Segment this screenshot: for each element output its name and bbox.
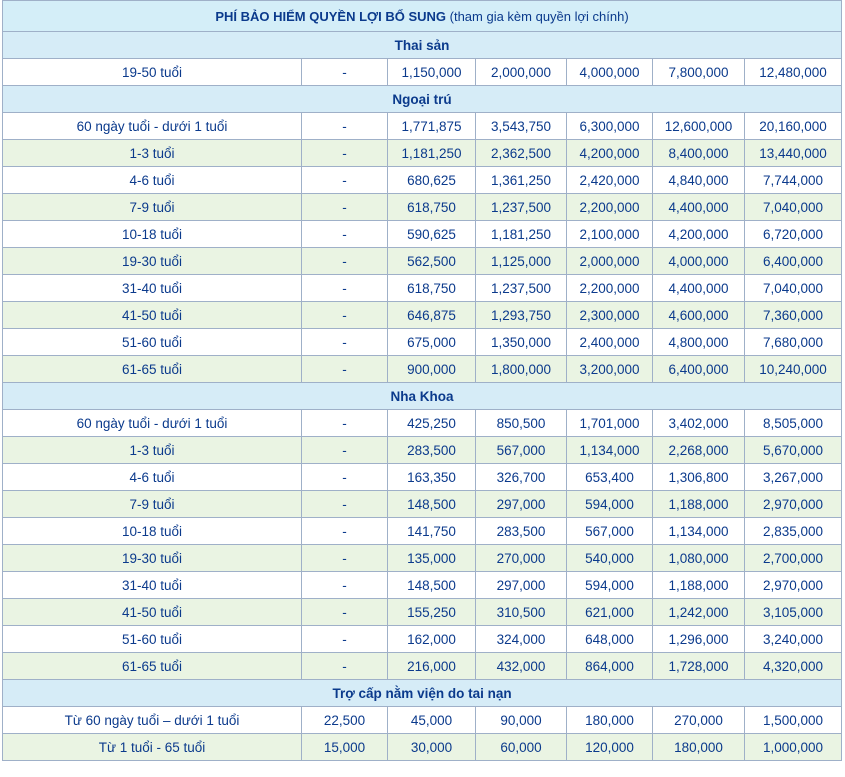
- premium-value-cell: -: [302, 248, 388, 275]
- premium-value-cell: 567,000: [567, 518, 653, 545]
- premium-value-cell: 135,000: [388, 545, 476, 572]
- premium-value-cell: -: [302, 518, 388, 545]
- premium-value-cell: 7,040,000: [745, 275, 842, 302]
- section-header-row: [3, 86, 842, 113]
- age-group-cell: 61-65 tuổi: [3, 653, 302, 680]
- table-row: [3, 167, 842, 194]
- table-row: [3, 464, 842, 491]
- premium-value-cell: 1,771,875: [388, 113, 476, 140]
- premium-value-cell: 4,200,000: [653, 221, 745, 248]
- fee-table-body: [3, 1, 842, 761]
- table-row: [3, 140, 842, 167]
- section-header-row: [3, 32, 842, 59]
- age-group-cell: 31-40 tuổi: [3, 572, 302, 599]
- premium-value-cell: 3,240,000: [745, 626, 842, 653]
- age-group-cell: Từ 60 ngày tuổi – dưới 1 tuổi: [3, 707, 302, 734]
- premium-value-cell: 2,100,000: [567, 221, 653, 248]
- premium-value-cell: 594,000: [567, 491, 653, 518]
- section-header-row: [3, 383, 842, 410]
- premium-value-cell: 1,361,250: [476, 167, 567, 194]
- premium-value-cell: 7,800,000: [653, 59, 745, 86]
- premium-value-cell: -: [302, 167, 388, 194]
- premium-value-cell: 4,000,000: [567, 59, 653, 86]
- premium-value-cell: 8,400,000: [653, 140, 745, 167]
- table-row: [3, 707, 842, 734]
- table-row: [3, 626, 842, 653]
- premium-value-cell: 30,000: [388, 734, 476, 761]
- premium-value-cell: 283,500: [388, 437, 476, 464]
- premium-value-cell: 120,000: [567, 734, 653, 761]
- premium-value-cell: 2,268,000: [653, 437, 745, 464]
- premium-value-cell: 2,300,000: [567, 302, 653, 329]
- premium-value-cell: 1,188,000: [653, 491, 745, 518]
- premium-value-cell: 590,625: [388, 221, 476, 248]
- premium-value-cell: 540,000: [567, 545, 653, 572]
- premium-value-cell: -: [302, 140, 388, 167]
- section-title: Nha Khoa: [3, 383, 842, 410]
- table-row: [3, 329, 842, 356]
- premium-value-cell: 3,267,000: [745, 464, 842, 491]
- premium-value-cell: 12,480,000: [745, 59, 842, 86]
- table-title: [3, 1, 842, 32]
- premium-value-cell: 326,700: [476, 464, 567, 491]
- supplementary-benefit-fee-table: [2, 0, 842, 761]
- table-row: [3, 356, 842, 383]
- premium-value-cell: 1,000,000: [745, 734, 842, 761]
- section-header-row: [3, 680, 842, 707]
- premium-value-cell: 20,160,000: [745, 113, 842, 140]
- premium-value-cell: -: [302, 653, 388, 680]
- table-row: [3, 194, 842, 221]
- premium-value-cell: 2,970,000: [745, 491, 842, 518]
- premium-value-cell: 653,400: [567, 464, 653, 491]
- premium-value-cell: -: [302, 626, 388, 653]
- premium-value-cell: 1,237,500: [476, 194, 567, 221]
- premium-value-cell: 216,000: [388, 653, 476, 680]
- age-group-cell: 60 ngày tuổi - dưới 1 tuổi: [3, 410, 302, 437]
- premium-value-cell: 2,970,000: [745, 572, 842, 599]
- table-row: [3, 518, 842, 545]
- age-group-cell: 31-40 tuổi: [3, 275, 302, 302]
- premium-value-cell: 2,400,000: [567, 329, 653, 356]
- table-row: [3, 734, 842, 761]
- premium-value-cell: 2,200,000: [567, 194, 653, 221]
- premium-value-cell: -: [302, 572, 388, 599]
- premium-value-cell: 1,293,750: [476, 302, 567, 329]
- premium-value-cell: 7,040,000: [745, 194, 842, 221]
- table-title-note: (tham gia kèm quyền lợi chính): [446, 8, 629, 24]
- premium-value-cell: 648,000: [567, 626, 653, 653]
- premium-value-cell: 1,080,000: [653, 545, 745, 572]
- premium-value-cell: 680,625: [388, 167, 476, 194]
- premium-value-cell: 1,800,000: [476, 356, 567, 383]
- premium-value-cell: 6,400,000: [653, 356, 745, 383]
- premium-value-cell: 6,300,000: [567, 113, 653, 140]
- premium-value-cell: 7,360,000: [745, 302, 842, 329]
- premium-value-cell: 45,000: [388, 707, 476, 734]
- premium-value-cell: -: [302, 410, 388, 437]
- premium-value-cell: 5,670,000: [745, 437, 842, 464]
- premium-value-cell: 1,701,000: [567, 410, 653, 437]
- premium-value-cell: 2,000,000: [476, 59, 567, 86]
- table-title-bold: PHÍ BẢO HIỂM QUYỀN LỢI BỔ SUNG: [215, 8, 447, 24]
- premium-value-cell: 13,440,000: [745, 140, 842, 167]
- premium-value-cell: 7,680,000: [745, 329, 842, 356]
- age-group-cell: 7-9 tuổi: [3, 194, 302, 221]
- premium-value-cell: -: [302, 113, 388, 140]
- premium-value-cell: 297,000: [476, 491, 567, 518]
- premium-value-cell: 90,000: [476, 707, 567, 734]
- premium-value-cell: 10,240,000: [745, 356, 842, 383]
- premium-value-cell: 15,000: [302, 734, 388, 761]
- premium-value-cell: -: [302, 599, 388, 626]
- premium-value-cell: 1,188,000: [653, 572, 745, 599]
- premium-value-cell: -: [302, 356, 388, 383]
- premium-value-cell: 324,000: [476, 626, 567, 653]
- age-group-cell: 19-50 tuổi: [3, 59, 302, 86]
- premium-value-cell: 4,400,000: [653, 275, 745, 302]
- table-row: [3, 275, 842, 302]
- premium-value-cell: 1,181,250: [388, 140, 476, 167]
- premium-value-cell: 4,320,000: [745, 653, 842, 680]
- premium-value-cell: -: [302, 491, 388, 518]
- premium-value-cell: 4,200,000: [567, 140, 653, 167]
- age-group-cell: 60 ngày tuổi - dưới 1 tuổi: [3, 113, 302, 140]
- premium-value-cell: 4,840,000: [653, 167, 745, 194]
- premium-value-cell: 432,000: [476, 653, 567, 680]
- premium-value-cell: 162,000: [388, 626, 476, 653]
- premium-value-cell: 2,200,000: [567, 275, 653, 302]
- premium-value-cell: -: [302, 464, 388, 491]
- age-group-cell: 7-9 tuổi: [3, 491, 302, 518]
- premium-value-cell: 12,600,000: [653, 113, 745, 140]
- table-row: [3, 248, 842, 275]
- premium-value-cell: 618,750: [388, 194, 476, 221]
- premium-value-cell: 155,250: [388, 599, 476, 626]
- premium-value-cell: 6,720,000: [745, 221, 842, 248]
- section-title: Trợ cấp nằm viện do tai nạn: [3, 680, 842, 707]
- premium-value-cell: 864,000: [567, 653, 653, 680]
- age-group-cell: 4-6 tuổi: [3, 167, 302, 194]
- premium-value-cell: -: [302, 194, 388, 221]
- table-row: [3, 572, 842, 599]
- premium-value-cell: 3,200,000: [567, 356, 653, 383]
- premium-value-cell: -: [302, 329, 388, 356]
- premium-value-cell: 7,744,000: [745, 167, 842, 194]
- premium-value-cell: 646,875: [388, 302, 476, 329]
- premium-value-cell: 180,000: [653, 734, 745, 761]
- premium-value-cell: 1,296,000: [653, 626, 745, 653]
- age-group-cell: 51-60 tuổi: [3, 329, 302, 356]
- premium-value-cell: 297,000: [476, 572, 567, 599]
- age-group-cell: 19-30 tuổi: [3, 248, 302, 275]
- age-group-cell: 51-60 tuổi: [3, 626, 302, 653]
- premium-value-cell: 618,750: [388, 275, 476, 302]
- premium-value-cell: 425,250: [388, 410, 476, 437]
- premium-value-cell: 1,237,500: [476, 275, 567, 302]
- premium-value-cell: 3,105,000: [745, 599, 842, 626]
- age-group-cell: Từ 1 tuổi - 65 tuổi: [3, 734, 302, 761]
- premium-value-cell: 148,500: [388, 572, 476, 599]
- premium-value-cell: 1,728,000: [653, 653, 745, 680]
- premium-value-cell: 310,500: [476, 599, 567, 626]
- premium-value-cell: 621,000: [567, 599, 653, 626]
- premium-value-cell: 163,350: [388, 464, 476, 491]
- premium-value-cell: 1,350,000: [476, 329, 567, 356]
- premium-value-cell: 4,600,000: [653, 302, 745, 329]
- premium-value-cell: 283,500: [476, 518, 567, 545]
- table-row: [3, 437, 842, 464]
- premium-value-cell: -: [302, 59, 388, 86]
- premium-value-cell: 6,400,000: [745, 248, 842, 275]
- premium-value-cell: 675,000: [388, 329, 476, 356]
- premium-value-cell: 2,420,000: [567, 167, 653, 194]
- premium-value-cell: 3,402,000: [653, 410, 745, 437]
- premium-value-cell: 1,500,000: [745, 707, 842, 734]
- age-group-cell: 10-18 tuổi: [3, 221, 302, 248]
- table-row: [3, 59, 842, 86]
- table-row: [3, 113, 842, 140]
- premium-value-cell: 141,750: [388, 518, 476, 545]
- premium-value-cell: 148,500: [388, 491, 476, 518]
- premium-value-cell: 850,500: [476, 410, 567, 437]
- premium-value-cell: 4,800,000: [653, 329, 745, 356]
- premium-value-cell: 60,000: [476, 734, 567, 761]
- table-row: [3, 221, 842, 248]
- premium-value-cell: 22,500: [302, 707, 388, 734]
- premium-value-cell: 2,835,000: [745, 518, 842, 545]
- premium-value-cell: 2,700,000: [745, 545, 842, 572]
- age-group-cell: 19-30 tuổi: [3, 545, 302, 572]
- table-header-row: [3, 1, 842, 32]
- premium-value-cell: -: [302, 302, 388, 329]
- table-row: [3, 302, 842, 329]
- premium-value-cell: 1,125,000: [476, 248, 567, 275]
- section-title: Thai sản: [3, 32, 842, 59]
- premium-value-cell: 4,000,000: [653, 248, 745, 275]
- section-title: Ngoại trú: [3, 86, 842, 113]
- premium-value-cell: 1,134,000: [567, 437, 653, 464]
- premium-value-cell: 1,306,800: [653, 464, 745, 491]
- premium-value-cell: 2,000,000: [567, 248, 653, 275]
- premium-value-cell: 900,000: [388, 356, 476, 383]
- premium-value-cell: 3,543,750: [476, 113, 567, 140]
- premium-value-cell: -: [302, 221, 388, 248]
- table-row: [3, 410, 842, 437]
- premium-value-cell: 562,500: [388, 248, 476, 275]
- age-group-cell: 61-65 tuổi: [3, 356, 302, 383]
- age-group-cell: 1-3 tuổi: [3, 437, 302, 464]
- premium-value-cell: 1,134,000: [653, 518, 745, 545]
- age-group-cell: 10-18 tuổi: [3, 518, 302, 545]
- age-group-cell: 4-6 tuổi: [3, 464, 302, 491]
- premium-value-cell: 1,181,250: [476, 221, 567, 248]
- age-group-cell: 1-3 tuổi: [3, 140, 302, 167]
- table-row: [3, 545, 842, 572]
- age-group-cell: 41-50 tuổi: [3, 302, 302, 329]
- premium-value-cell: 2,362,500: [476, 140, 567, 167]
- premium-value-cell: 8,505,000: [745, 410, 842, 437]
- premium-value-cell: 270,000: [476, 545, 567, 572]
- table-row: [3, 653, 842, 680]
- premium-value-cell: -: [302, 275, 388, 302]
- table-row: [3, 491, 842, 518]
- premium-value-cell: 180,000: [567, 707, 653, 734]
- premium-value-cell: -: [302, 545, 388, 572]
- premium-value-cell: 270,000: [653, 707, 745, 734]
- table-row: [3, 599, 842, 626]
- premium-value-cell: 567,000: [476, 437, 567, 464]
- age-group-cell: 41-50 tuổi: [3, 599, 302, 626]
- premium-value-cell: 1,242,000: [653, 599, 745, 626]
- premium-value-cell: 594,000: [567, 572, 653, 599]
- premium-value-cell: -: [302, 437, 388, 464]
- premium-value-cell: 1,150,000: [388, 59, 476, 86]
- premium-value-cell: 4,400,000: [653, 194, 745, 221]
